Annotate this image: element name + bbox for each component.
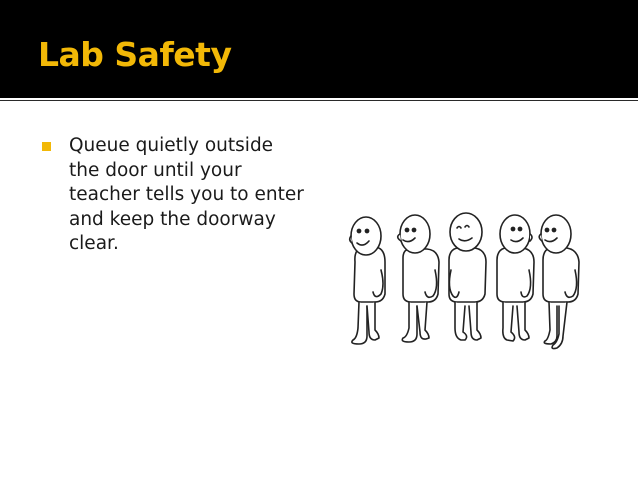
- bullet-text: Queue quietly outside the door until your teacher tells you to enter and keep the doorway clear.: [69, 135, 304, 254]
- person-5: [539, 215, 579, 349]
- title-band: [0, 0, 638, 98]
- queue-of-people-icon: [345, 210, 585, 352]
- person-2: [398, 215, 439, 342]
- person-1: [350, 217, 385, 344]
- person-3: [449, 213, 486, 340]
- square-bullet-icon: [42, 142, 51, 151]
- person-4: [497, 215, 534, 341]
- title-divider: [0, 100, 638, 101]
- slide-title: Lab Safety: [38, 35, 232, 74]
